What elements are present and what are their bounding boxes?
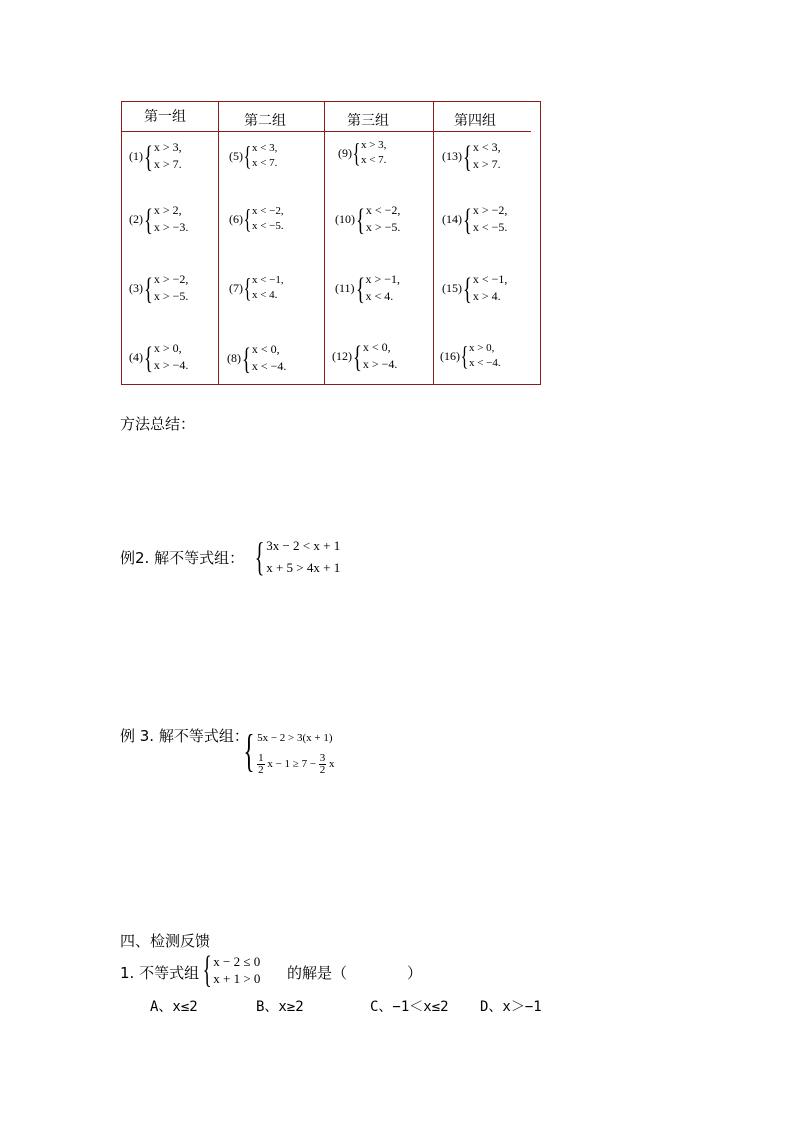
system-number: (13) <box>442 148 462 163</box>
header-group-4: 第四组 <box>454 113 496 129</box>
system-cell <box>442 202 507 236</box>
option-d: D、x＞−1 <box>480 999 542 1015</box>
example2-inequality-2: x + 5 > 4x + 1 <box>266 560 341 575</box>
table-divider <box>324 101 325 385</box>
brace: { <box>352 338 362 374</box>
question1-system <box>198 951 260 989</box>
header-group-2: 第二组 <box>244 113 286 129</box>
system-number: (7) <box>229 280 243 295</box>
inequality: x < 0, <box>251 342 280 356</box>
question1-suffix: 的解是（ ） <box>287 964 423 982</box>
inequality: x > 3, <box>360 139 387 151</box>
table-border-bottom <box>121 384 541 385</box>
system-cell <box>338 138 386 168</box>
example3-system <box>238 725 335 777</box>
inequality: x > −1, <box>365 272 400 286</box>
system-number: (16) <box>440 348 460 363</box>
example2-label: 例2. 解不等式组： <box>120 549 245 567</box>
brace: { <box>202 949 212 991</box>
inequality: x > 4. <box>472 289 501 303</box>
system-number: (1) <box>129 148 143 163</box>
inequality: x < −1, <box>472 272 508 286</box>
inequality: x > −2, <box>472 203 508 217</box>
inequality: x > 2, <box>153 203 182 217</box>
system-number: (10) <box>335 211 355 226</box>
brace: { <box>254 534 265 579</box>
inequality: x < 7. <box>360 154 387 166</box>
table-divider <box>218 101 219 385</box>
inequality: x > −5. <box>153 289 189 303</box>
table-border-right <box>540 101 541 385</box>
header-group-3: 第三组 <box>347 113 389 129</box>
option-b: B、x≥2 <box>256 999 304 1015</box>
system-cell <box>229 273 284 303</box>
inequality-groups-table <box>121 101 541 385</box>
inequality: x < 3, <box>472 140 501 154</box>
inequality: x < 0, <box>362 340 391 354</box>
brace: { <box>143 138 153 174</box>
question1-prefix: 1. 不等式组 <box>120 964 200 982</box>
brace: { <box>355 270 365 306</box>
brace: { <box>460 340 469 371</box>
inequality: x < 7. <box>251 157 278 169</box>
inequality: x < −5. <box>472 220 508 234</box>
inequality: x < −2, <box>365 203 401 217</box>
question1-inequality-1: x − 2 ≤ 0 <box>213 954 261 969</box>
system-cell <box>440 341 501 371</box>
inequality: x < −4. <box>251 359 287 373</box>
brace: { <box>243 272 252 303</box>
table-header-rule <box>121 131 531 132</box>
inequality: x > −3. <box>153 220 189 234</box>
system-number: (3) <box>129 280 143 295</box>
example3-inequality-1: 5x − 2 > 3(x + 1) <box>257 732 333 744</box>
brace: { <box>143 339 153 375</box>
inequality: x < 3, <box>251 142 278 154</box>
table-divider <box>433 101 434 385</box>
system-number: (14) <box>442 211 462 226</box>
system-cell <box>229 204 284 234</box>
system-cell <box>442 271 507 305</box>
inequality: x < −1, <box>251 274 284 286</box>
question1-inequality-2: x + 1 > 0 <box>213 971 261 986</box>
inequality: x > 0, <box>468 342 495 354</box>
example2-inequality-1: 3x − 2 < x + 1 <box>266 538 341 553</box>
system-cell <box>442 139 501 173</box>
system-cell <box>129 202 188 236</box>
system-cell <box>335 271 400 305</box>
example3-inequality-2: $\frac{1}{2}$ x − 1 ≥ 7 − $\frac{3}{2}$ x <box>258 751 335 776</box>
system-number: (4) <box>129 349 143 364</box>
brace: { <box>243 140 252 171</box>
example2-system <box>250 535 340 579</box>
inequality: x < 4. <box>251 289 278 301</box>
brace: { <box>241 340 251 376</box>
brace: { <box>243 203 252 234</box>
system-cell <box>129 340 188 374</box>
system-cell <box>129 139 182 173</box>
inequality: x > −4. <box>362 357 398 371</box>
system-cell <box>129 271 188 305</box>
system-number: (8) <box>227 350 241 365</box>
inequality: x < −5. <box>251 220 284 232</box>
brace: { <box>462 201 472 237</box>
section4-title: 四、检测反馈 <box>120 932 211 950</box>
system-cell <box>335 202 400 236</box>
brace: { <box>355 201 365 237</box>
system-number: (2) <box>129 211 143 226</box>
fraction: $\frac{3}{2}$ <box>319 751 326 776</box>
brace: { <box>243 725 255 776</box>
inequality: x > 7. <box>153 157 182 171</box>
table-border-left <box>121 101 122 385</box>
brace: { <box>143 270 153 306</box>
inequality: x > 3, <box>153 140 182 154</box>
system-cell <box>229 141 277 171</box>
inequality: x < 4. <box>365 289 394 303</box>
inequality: x > −5. <box>365 220 401 234</box>
brace: { <box>352 137 361 168</box>
inequality: x > −2, <box>153 272 189 286</box>
system-number: (12) <box>332 348 352 363</box>
system-cell <box>227 341 286 375</box>
inequality: x > −4. <box>153 358 189 372</box>
method-summary-label: 方法总结： <box>120 415 196 433</box>
system-number: (9) <box>338 145 352 160</box>
system-number: (15) <box>442 280 462 295</box>
brace: { <box>462 270 472 306</box>
brace: { <box>462 138 472 174</box>
option-c: C、−1＜x≤2 <box>370 999 449 1015</box>
system-number: (6) <box>229 211 243 226</box>
header-group-1: 第一组 <box>144 109 186 125</box>
inequality: x > 7. <box>472 157 501 171</box>
inequality: x < −2, <box>251 205 284 217</box>
table-border-top <box>121 101 541 102</box>
brace: { <box>143 201 153 237</box>
example3-label: 例 3. 解不等式组： <box>120 727 249 745</box>
inequality: x > 0, <box>153 341 182 355</box>
system-cell <box>332 339 397 373</box>
system-number: (5) <box>229 148 243 163</box>
option-a: A、x≤2 <box>150 999 198 1015</box>
fraction: $\frac{1}{2}$ <box>258 751 264 776</box>
system-number: (11) <box>335 280 355 295</box>
inequality: x < −4. <box>468 357 501 369</box>
